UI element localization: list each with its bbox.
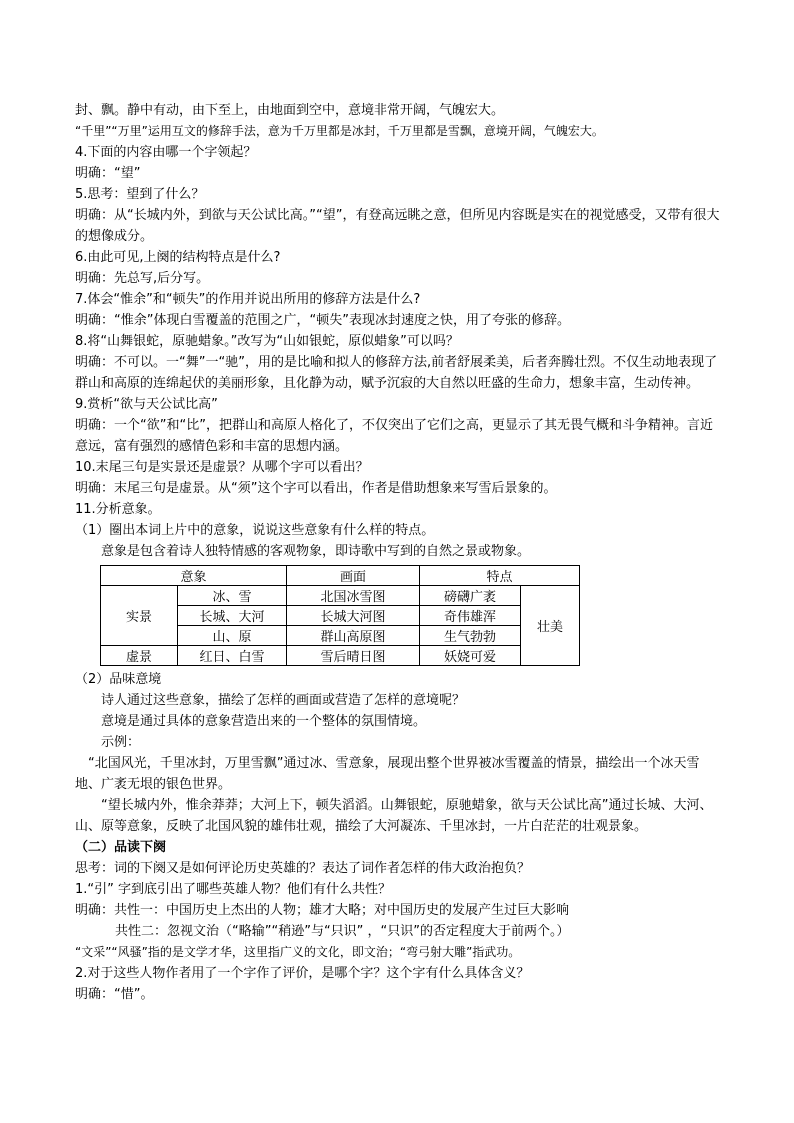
question: 10.末尾三句是实景还是虚景？从哪个字可以看出？ — [75, 460, 369, 475]
paragraph: “千里”“万里”运用互文的修辞手法，意为千万里都是冰封，千万里都是雪飘，意境开阔，气魄宏大。 — [75, 124, 604, 138]
scene-cell: 雪后晴日图 — [287, 646, 420, 666]
question: 1.“引” 字到底引出了哪些英雄人物？他们有什么共性？ — [75, 882, 392, 897]
paragraph: 诗人通过这些意象，描绘了怎样的画面或营造了怎样的意境呢？ — [101, 693, 466, 708]
table-row — [101, 586, 580, 606]
answer: 明确：不可以。一“舞”一“驰”，用的是比喻和拟人的修辞方法,前者舒展柔美，后者奔腾壮烈。不仅生动地表现了群山和高原的连绵起伏的美丽形象，且化静为动，赋予沉寂的大自然以旺盛的生命力，想象丰富，生动传神。 — [75, 355, 718, 391]
feature-cell: 磅礴广袤 — [420, 586, 521, 606]
answer: 明确：先总写,后分写。 — [75, 271, 210, 286]
answer: 明确：从“长城内外，到欲与天公试比高。”“望”，有登高远眺之意，但所见内容既是实在的视觉感受，又带有很大的想像成分。 — [75, 208, 720, 244]
subquestion: （1）圈出本词上片中的意象，说说这些意象有什么样的特点。 — [75, 523, 435, 538]
table-header-cell: 意象 — [101, 566, 287, 586]
table-header-row — [101, 566, 580, 586]
image-cell: 长城、大河 — [178, 606, 287, 626]
answer: 共性二：忽视文治（“略输”“稍逊”与“只识” ，“只识”的否定程度大于前两个。） — [115, 924, 570, 939]
image-cell: 红日、白雪 — [178, 646, 287, 666]
paragraph: “文采”“风骚”指的是文学才华，这里指广义的文化，即文治；“弯弓射大雕”指武功。 — [75, 945, 521, 959]
feature-cell: 妖娆可爱 — [420, 646, 521, 666]
answer: 明确：共性一：中国历史上杰出的人物；雄才大略；对中国历史的发展产生过巨大影响 — [75, 903, 570, 918]
table-header-cell: 画面 — [287, 566, 420, 586]
image-cell: 冰、雪 — [178, 586, 287, 606]
table-row — [101, 646, 580, 666]
table-header-cell: 特点 — [420, 566, 580, 586]
document-body — [75, 100, 725, 1005]
summary-cell: 壮美 — [521, 586, 580, 666]
category-cell: 虚景 — [101, 646, 178, 666]
question: 9.赏析“欲与天公试比高” — [75, 397, 218, 412]
image-cell: 山、原 — [178, 626, 287, 646]
scene-cell: 北国冰雪图 — [287, 586, 420, 606]
question: 2.对于这些人物作者用了一个字作了评价，是哪个字？这个字有什么具体含义？ — [75, 966, 530, 981]
imagery-table — [100, 565, 580, 666]
question: 4.下面的内容由哪一个字领起？ — [75, 145, 257, 160]
example-paragraph: “北国风光，千里冰封，万里雪飘”通过冰、雪意象，展现出整个世界被冰雪覆盖的情景，描绘出一个冰天雪地、广袤无垠的银色世界。 — [75, 756, 700, 792]
scene-cell: 群山高原图 — [287, 626, 420, 646]
question: 思考：词的下阕又是如何评论历史英雄的？表达了词作者怎样的伟大政治抱负？ — [75, 861, 531, 876]
example-paragraph: “望长城内外，惟余莽莽；大河上下，顿失滔滔。山舞银蛇，原驰蜡象，欲与天公试比高”通过长城、大河、山、原等意象，反映了北国风貌的雄伟壮观，描绘了大河凝冻、千里冰封，一片白茫茫的壮观景象。 — [75, 798, 713, 834]
question: 5.思考：望到了什么？ — [75, 187, 205, 202]
scene-cell: 长城大河图 — [287, 606, 420, 626]
feature-cell: 生气勃勃 — [420, 626, 521, 646]
question: 8.将“山舞银蛇，原驰蜡象。”改写为“山如银蛇，原似蜡象”可以吗？ — [75, 334, 459, 349]
question: 11.分析意象。 — [75, 502, 161, 517]
paragraph: 封、飘。静中有动，由下至上，由地面到空中，意境非常开阔，气魄宏大。 — [75, 103, 505, 118]
question: 6.由此可见,上阕的结构特点是什么? — [75, 250, 281, 265]
answer: 明确：“惟余”体现白雪覆盖的范围之广，“顿失”表现冰封速度之快，用了夸张的修辞。 — [75, 313, 570, 328]
category-cell: 实景 — [101, 586, 178, 646]
feature-cell: 奇伟雄浑 — [420, 606, 521, 626]
section-heading: （二）品读下阕 — [75, 840, 167, 855]
question: 7.体会“惟余”和“顿失”的作用并说出所用的修辞方法是什么? — [75, 292, 421, 307]
answer: 明确：“望” — [75, 166, 141, 181]
paragraph: 示例： — [101, 735, 141, 750]
answer: 明确：“惜”。 — [75, 987, 154, 1002]
answer: 明确：末尾三句是虚景。从“须”这个字可以看出，作者是借助想象来写雪后景象的。 — [75, 481, 557, 496]
answer: 明确：一个“欲”和“比”，把群山和高原人格化了，不仅突出了它们之高，更显示了其无畏气概和斗争精神。言近意远，富有强烈的感情色彩和丰富的思想内涵。 — [75, 418, 713, 454]
subquestion: （2）品味意境 — [75, 672, 162, 687]
definition: 意象是包含着诗人独特情感的客观物象，即诗歌中写到的自然之景或物象。 — [101, 544, 531, 559]
paragraph: 意境是通过具体的意象营造出来的一个整体的氛围情境。 — [101, 714, 427, 729]
